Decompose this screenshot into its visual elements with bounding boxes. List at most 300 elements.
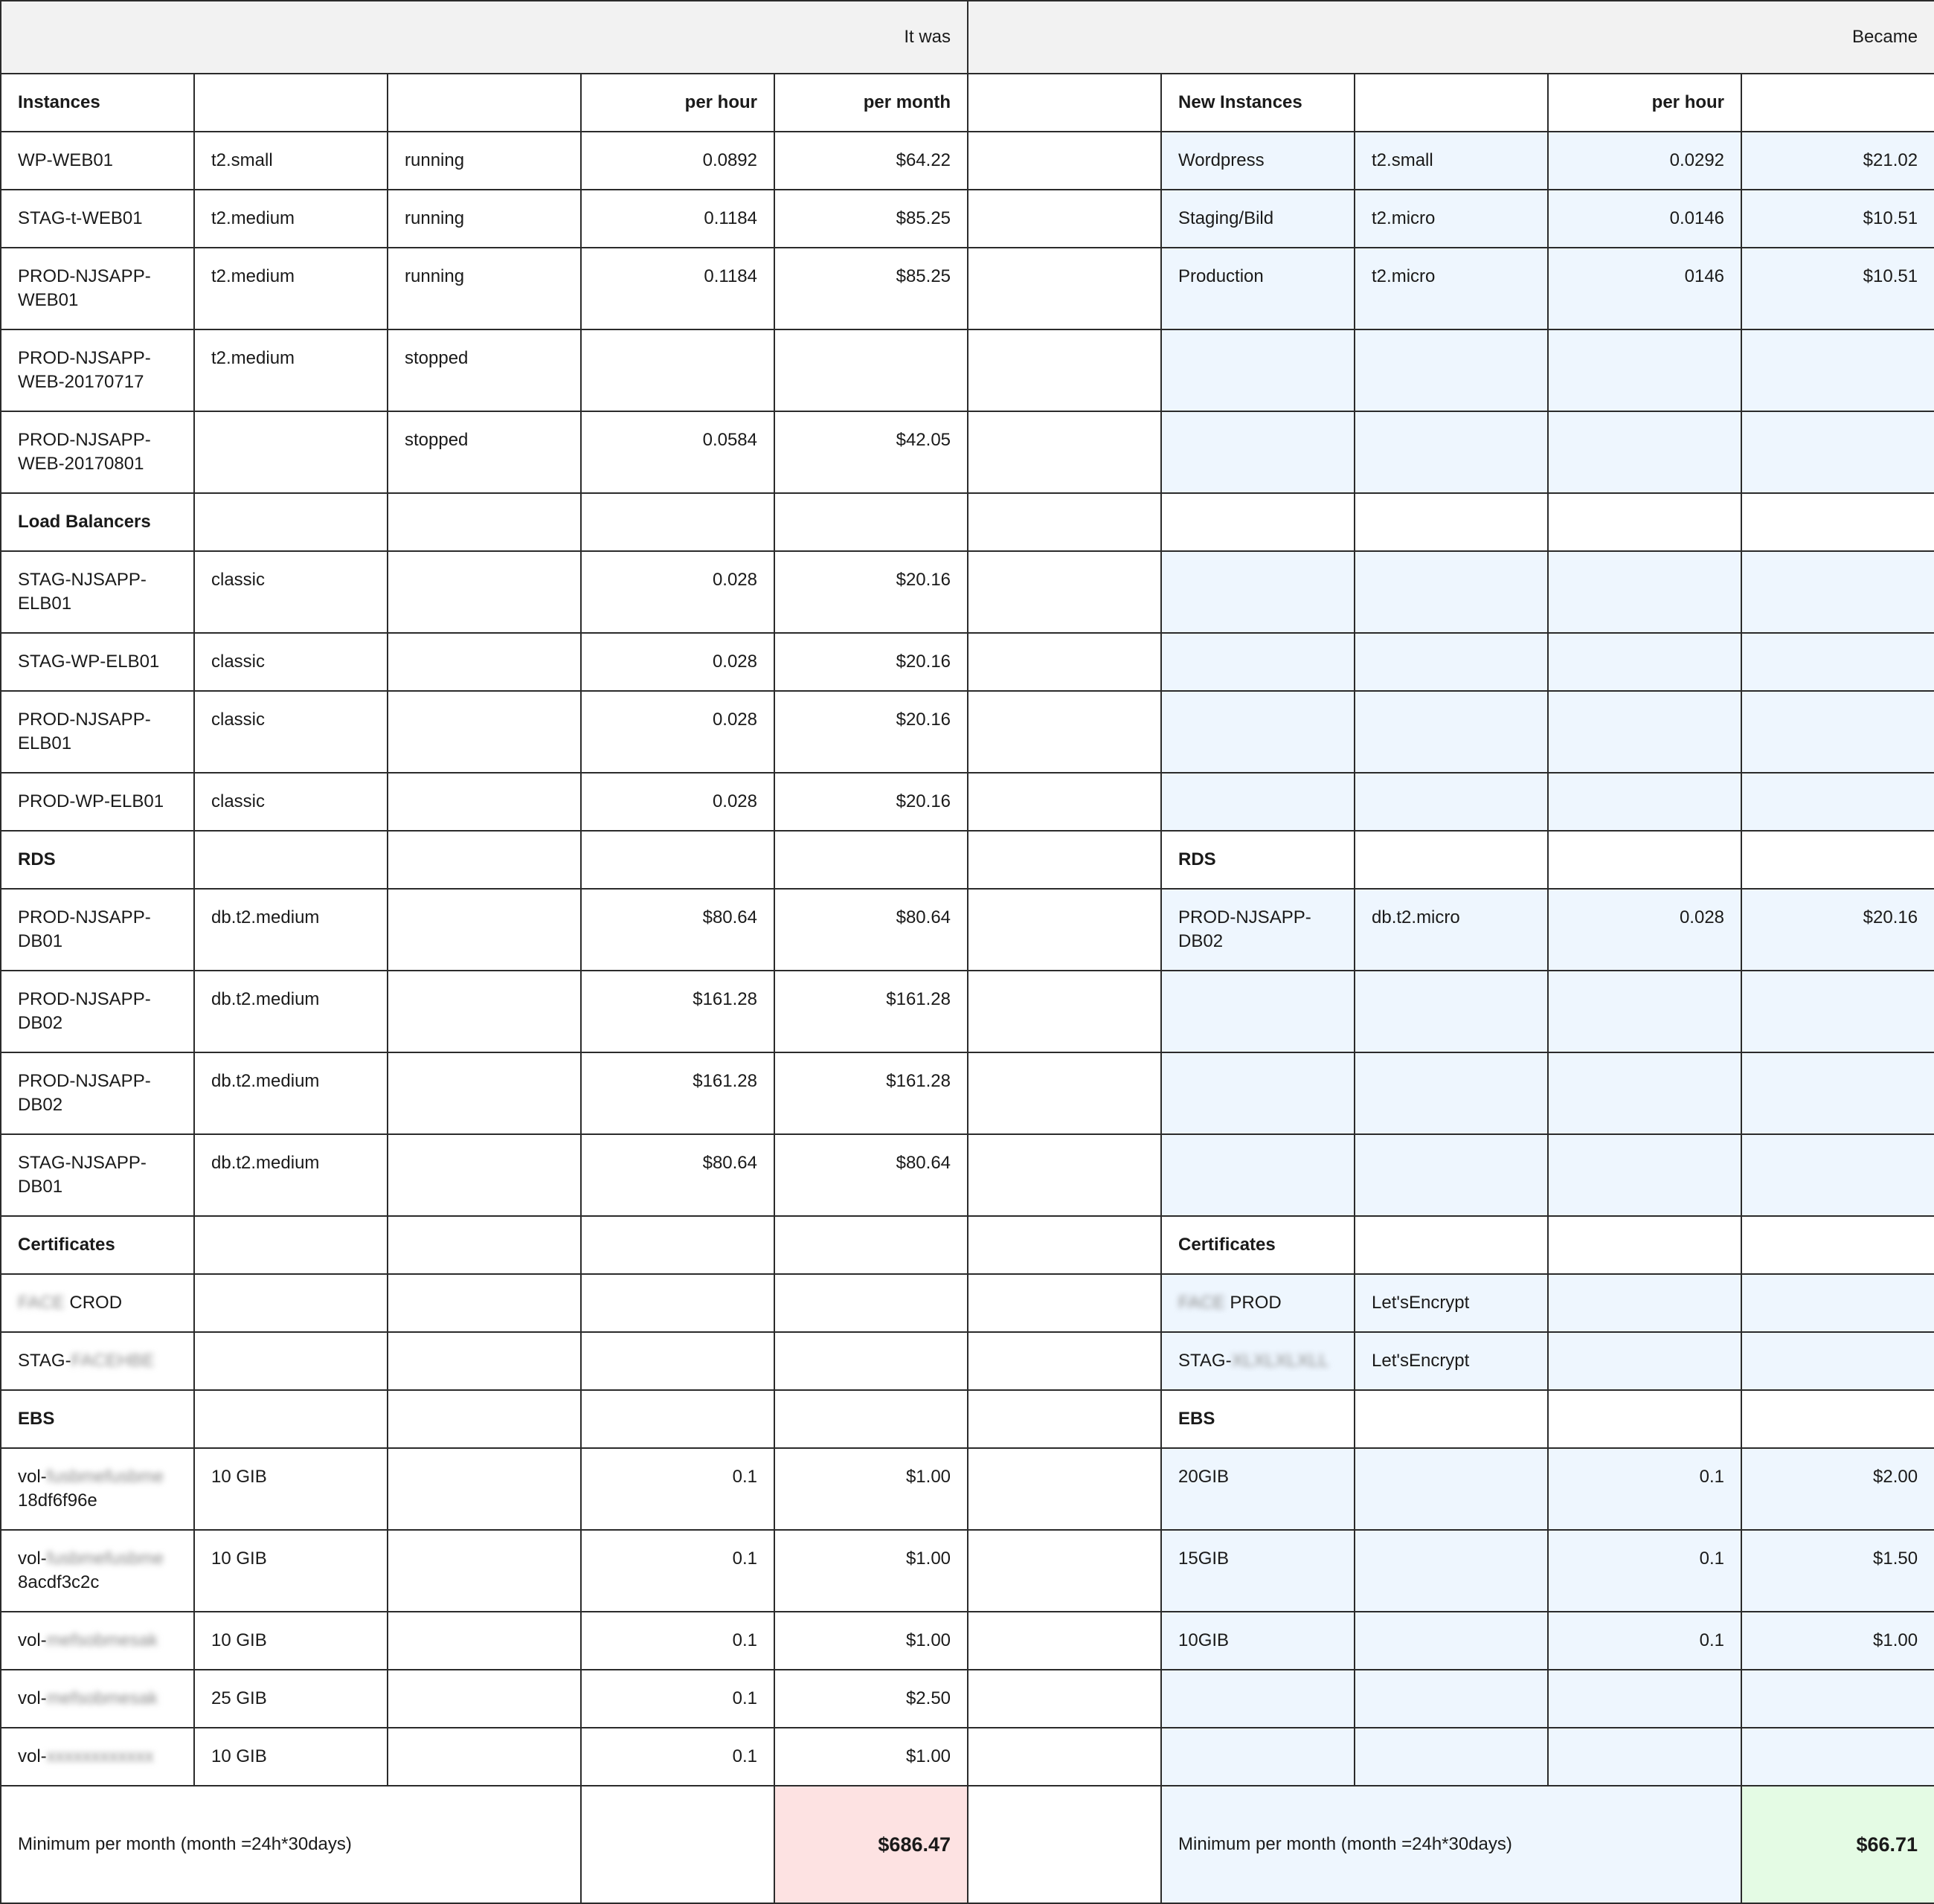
column-header-row bbox=[1, 74, 1934, 132]
empty-cell bbox=[968, 493, 1161, 551]
table-row bbox=[1, 1670, 1934, 1728]
it-was-header: It was bbox=[1, 1, 968, 74]
empty-cell bbox=[388, 1052, 581, 1134]
old-instance-status: running bbox=[388, 190, 581, 248]
new-ebs-section-label: EBS bbox=[1161, 1390, 1355, 1448]
empty-cell bbox=[968, 74, 1161, 132]
empty-cell bbox=[1355, 1134, 1548, 1216]
empty-cell bbox=[1355, 1728, 1548, 1786]
old-instance-status: running bbox=[388, 248, 581, 329]
empty-cell bbox=[968, 248, 1161, 329]
empty-cell bbox=[1355, 329, 1548, 411]
rds-name: PROD-NJSAPP-DB02 bbox=[1, 1052, 194, 1134]
empty-cell bbox=[1161, 551, 1355, 633]
new-instance-hour: 0.0292 bbox=[1548, 132, 1741, 190]
empty-cell bbox=[1741, 1274, 1934, 1332]
table-row bbox=[1, 551, 1934, 633]
rds-type: db.t2.medium bbox=[194, 889, 388, 971]
empty-cell bbox=[388, 773, 581, 831]
empty-cell bbox=[1548, 1274, 1741, 1332]
ebs-section-label: EBS bbox=[1, 1390, 194, 1448]
empty-cell bbox=[194, 493, 388, 551]
empty-cell bbox=[1548, 1332, 1741, 1390]
rds-type: db.t2.medium bbox=[194, 1052, 388, 1134]
new-ebs-size: 15GIB bbox=[1161, 1530, 1355, 1612]
lb-name: PROD-NJSAPP-ELB01 bbox=[1, 691, 194, 773]
certificate-name-text: CROD bbox=[69, 1293, 123, 1313]
new-instance-name: Wordpress bbox=[1161, 132, 1355, 190]
empty-cell bbox=[1741, 831, 1934, 889]
old-instance-hour bbox=[581, 329, 774, 411]
empty-cell bbox=[388, 831, 581, 889]
certificate-name-text: STAG- bbox=[18, 1351, 71, 1371]
empty-cell bbox=[1355, 411, 1548, 493]
empty-cell bbox=[1548, 411, 1741, 493]
old-instance-type bbox=[194, 411, 388, 493]
certificate-name bbox=[1, 1274, 194, 1332]
empty-cell bbox=[194, 1390, 388, 1448]
empty-cell bbox=[968, 773, 1161, 831]
empty-cell bbox=[388, 971, 581, 1052]
old-instance-name: PROD-NJSAPP-WEB-20170717 bbox=[1, 329, 194, 411]
ebs-size: 10 GIB bbox=[194, 1530, 388, 1612]
empty-cell bbox=[1741, 1052, 1934, 1134]
empty-cell bbox=[1355, 633, 1548, 691]
empty-cell bbox=[1548, 971, 1741, 1052]
empty-cell bbox=[1548, 551, 1741, 633]
empty-cell bbox=[1355, 493, 1548, 551]
empty-cell bbox=[968, 1530, 1161, 1612]
new-ebs-size: 10GIB bbox=[1161, 1612, 1355, 1670]
instances-section-label: Instances bbox=[1, 74, 194, 132]
new-certificate-name bbox=[1161, 1274, 1355, 1332]
empty-cell bbox=[581, 1332, 774, 1390]
old-instance-status: stopped bbox=[388, 329, 581, 411]
old-instance-type: t2.medium bbox=[194, 248, 388, 329]
empty-cell bbox=[968, 1052, 1161, 1134]
new-ebs-hour: 0.1 bbox=[1548, 1530, 1741, 1612]
old-instance-name: WP-WEB01 bbox=[1, 132, 194, 190]
old-instance-name: STAG-t-WEB01 bbox=[1, 190, 194, 248]
empty-cell bbox=[774, 1390, 968, 1448]
certificates-section-label: Certificates bbox=[1, 1216, 194, 1274]
old-total-value: $686.47 bbox=[774, 1786, 968, 1903]
rds-section-label: RDS bbox=[1, 831, 194, 889]
empty-cell bbox=[388, 1134, 581, 1216]
new-ebs-month: $1.00 bbox=[1741, 1612, 1934, 1670]
empty-cell bbox=[194, 1274, 388, 1332]
table-row bbox=[1, 1448, 1934, 1530]
rds-month: $80.64 bbox=[774, 889, 968, 971]
empty-cell bbox=[1741, 329, 1934, 411]
empty-cell bbox=[968, 1216, 1161, 1274]
ebs-volume-name bbox=[1, 1612, 194, 1670]
empty-cell bbox=[581, 831, 774, 889]
empty-cell bbox=[1548, 1052, 1741, 1134]
rds-type: db.t2.medium bbox=[194, 1134, 388, 1216]
empty-cell bbox=[1741, 691, 1934, 773]
redacted-text: FACEHBE bbox=[71, 1351, 155, 1371]
old-instance-hour: 0.0892 bbox=[581, 132, 774, 190]
table-row bbox=[1, 1274, 1934, 1332]
section-row bbox=[1, 831, 1934, 889]
new-certificate-name bbox=[1161, 1332, 1355, 1390]
empty-cell bbox=[388, 1612, 581, 1670]
volume-prefix: vol- bbox=[18, 1467, 47, 1487]
empty-cell bbox=[1741, 1216, 1934, 1274]
new-instance-name: Staging/Bild bbox=[1161, 190, 1355, 248]
rds-hour: $80.64 bbox=[581, 889, 774, 971]
old-instance-type: t2.medium bbox=[194, 190, 388, 248]
new-instance-type: t2.micro bbox=[1355, 248, 1548, 329]
redacted-text: XLXLXLXLL bbox=[1231, 1351, 1329, 1371]
empty-cell bbox=[968, 831, 1161, 889]
ebs-hour: 0.1 bbox=[581, 1530, 774, 1612]
empty-cell bbox=[1548, 1728, 1741, 1786]
ebs-hour: 0.1 bbox=[581, 1448, 774, 1530]
empty-cell bbox=[968, 190, 1161, 248]
certificate-name-text: STAG- bbox=[1178, 1351, 1232, 1371]
lb-name: PROD-WP-ELB01 bbox=[1, 773, 194, 831]
new-ebs-hour: 0.1 bbox=[1548, 1612, 1741, 1670]
empty-cell bbox=[1355, 1670, 1548, 1728]
empty-cell bbox=[1548, 831, 1741, 889]
new-rds-type: db.t2.micro bbox=[1355, 889, 1548, 971]
empty-cell bbox=[1741, 551, 1934, 633]
empty-cell bbox=[1355, 1216, 1548, 1274]
empty-cell bbox=[388, 691, 581, 773]
empty-cell bbox=[581, 1390, 774, 1448]
empty-cell bbox=[1355, 1612, 1548, 1670]
new-instances-section-label: New Instances bbox=[1161, 74, 1355, 132]
old-instance-type: t2.small bbox=[194, 132, 388, 190]
table-row bbox=[1, 1612, 1934, 1670]
empty-cell bbox=[1161, 411, 1355, 493]
new-certificates-section-label: Certificates bbox=[1161, 1216, 1355, 1274]
table-row bbox=[1, 1052, 1934, 1134]
empty-cell bbox=[968, 551, 1161, 633]
table-row bbox=[1, 190, 1934, 248]
empty-cell bbox=[1355, 1530, 1548, 1612]
empty-cell bbox=[1741, 1134, 1934, 1216]
new-rds-section-label: RDS bbox=[1161, 831, 1355, 889]
empty-cell bbox=[1355, 1390, 1548, 1448]
empty-cell bbox=[968, 889, 1161, 971]
empty-cell bbox=[968, 329, 1161, 411]
empty-cell bbox=[1161, 493, 1355, 551]
volume-prefix: vol- bbox=[18, 1746, 47, 1766]
lb-type: classic bbox=[194, 773, 388, 831]
redacted-text: mefsobmesak bbox=[46, 1630, 158, 1650]
old-instance-month: $64.22 bbox=[774, 132, 968, 190]
empty-cell bbox=[1548, 691, 1741, 773]
empty-cell bbox=[388, 1728, 581, 1786]
old-instance-status: stopped bbox=[388, 411, 581, 493]
empty-cell bbox=[388, 74, 581, 132]
empty-cell bbox=[1161, 1728, 1355, 1786]
new-rds-hour: 0.028 bbox=[1548, 889, 1741, 971]
empty-cell bbox=[1161, 1052, 1355, 1134]
empty-cell bbox=[774, 1216, 968, 1274]
ebs-size: 10 GIB bbox=[194, 1612, 388, 1670]
new-ebs-size: 20GIB bbox=[1161, 1448, 1355, 1530]
rds-name: PROD-NJSAPP-DB01 bbox=[1, 889, 194, 971]
empty-cell bbox=[388, 1332, 581, 1390]
became-header: Became bbox=[968, 1, 1934, 74]
volume-prefix: vol- bbox=[18, 1548, 47, 1569]
empty-cell bbox=[968, 1274, 1161, 1332]
ebs-volume-name bbox=[1, 1530, 194, 1612]
empty-cell bbox=[388, 1530, 581, 1612]
empty-cell bbox=[1548, 633, 1741, 691]
empty-cell bbox=[1741, 633, 1934, 691]
ebs-hour: 0.1 bbox=[581, 1728, 774, 1786]
empty-cell bbox=[968, 1448, 1161, 1530]
ebs-volume-name bbox=[1, 1670, 194, 1728]
ebs-month: $1.00 bbox=[774, 1530, 968, 1612]
empty-cell bbox=[968, 1390, 1161, 1448]
empty-cell bbox=[388, 1670, 581, 1728]
table-row bbox=[1, 773, 1934, 831]
lb-month: $20.16 bbox=[774, 691, 968, 773]
rds-month: $161.28 bbox=[774, 1052, 968, 1134]
ebs-volume-name bbox=[1, 1448, 194, 1530]
table-row bbox=[1, 248, 1934, 329]
table-row bbox=[1, 1728, 1934, 1786]
ebs-month: $1.00 bbox=[774, 1612, 968, 1670]
old-instance-type: t2.medium bbox=[194, 329, 388, 411]
table-row bbox=[1, 329, 1934, 411]
redacted-text: xxxxxxxxxxxx bbox=[46, 1746, 154, 1766]
ebs-hour: 0.1 bbox=[581, 1612, 774, 1670]
lb-hour: 0.028 bbox=[581, 773, 774, 831]
section-row bbox=[1, 1216, 1934, 1274]
new-ebs-hour: 0.1 bbox=[1548, 1448, 1741, 1530]
empty-cell bbox=[1548, 1390, 1741, 1448]
empty-cell bbox=[1548, 1670, 1741, 1728]
rds-name: STAG-NJSAPP-DB01 bbox=[1, 1134, 194, 1216]
empty-cell bbox=[968, 1612, 1161, 1670]
empty-cell bbox=[1548, 329, 1741, 411]
table-row bbox=[1, 889, 1934, 971]
empty-cell bbox=[194, 74, 388, 132]
volume-suffix: 18df6f96e bbox=[18, 1490, 97, 1511]
empty-cell bbox=[774, 831, 968, 889]
empty-cell bbox=[1741, 411, 1934, 493]
empty-cell bbox=[1161, 971, 1355, 1052]
table-row bbox=[1, 411, 1934, 493]
new-instance-type: t2.micro bbox=[1355, 190, 1548, 248]
rds-hour: $161.28 bbox=[581, 1052, 774, 1134]
ebs-volume-name bbox=[1, 1728, 194, 1786]
empty-cell bbox=[968, 1332, 1161, 1390]
empty-cell bbox=[388, 1274, 581, 1332]
empty-cell bbox=[968, 1670, 1161, 1728]
empty-cell bbox=[1741, 971, 1934, 1052]
rds-hour: $161.28 bbox=[581, 971, 774, 1052]
lb-hour: 0.028 bbox=[581, 551, 774, 633]
empty-cell bbox=[1355, 1052, 1548, 1134]
table-row bbox=[1, 132, 1934, 190]
old-instance-hour: 0.1184 bbox=[581, 248, 774, 329]
rds-type: db.t2.medium bbox=[194, 971, 388, 1052]
per-hour-header: per hour bbox=[581, 74, 774, 132]
old-instance-status: running bbox=[388, 132, 581, 190]
empty-cell bbox=[194, 1332, 388, 1390]
new-rds-name: PROD-NJSAPP-DB02 bbox=[1161, 889, 1355, 971]
lb-hour: 0.028 bbox=[581, 691, 774, 773]
ebs-size: 10 GIB bbox=[194, 1728, 388, 1786]
certificate-name bbox=[1, 1332, 194, 1390]
old-instance-month bbox=[774, 329, 968, 411]
table-row bbox=[1, 1332, 1934, 1390]
new-total-label: Minimum per month (month =24h*30days) bbox=[1161, 1786, 1741, 1903]
table-row bbox=[1, 971, 1934, 1052]
empty-cell bbox=[1741, 773, 1934, 831]
lb-name: STAG-WP-ELB01 bbox=[1, 633, 194, 691]
empty-cell bbox=[774, 493, 968, 551]
ebs-month: $1.00 bbox=[774, 1448, 968, 1530]
redacted-text: FACE bbox=[18, 1293, 65, 1313]
old-instance-month: $42.05 bbox=[774, 411, 968, 493]
empty-cell bbox=[194, 1216, 388, 1274]
redacted-text: fusbmefusbme bbox=[46, 1548, 164, 1569]
old-instance-name: PROD-NJSAPP-WEB01 bbox=[1, 248, 194, 329]
empty-cell bbox=[968, 1728, 1161, 1786]
ebs-month: $2.50 bbox=[774, 1670, 968, 1728]
ebs-hour: 0.1 bbox=[581, 1670, 774, 1728]
empty-cell bbox=[1741, 1332, 1934, 1390]
certificate-name-text: PROD bbox=[1230, 1293, 1282, 1313]
empty-cell bbox=[581, 1216, 774, 1274]
empty-cell bbox=[968, 132, 1161, 190]
load-balancers-section-label: Load Balancers bbox=[1, 493, 194, 551]
empty-cell bbox=[1548, 493, 1741, 551]
empty-cell bbox=[1548, 1134, 1741, 1216]
new-total-value: $66.71 bbox=[1741, 1786, 1934, 1903]
empty-cell bbox=[968, 1134, 1161, 1216]
new-instance-month: $21.02 bbox=[1741, 132, 1934, 190]
empty-cell bbox=[968, 633, 1161, 691]
lb-type: classic bbox=[194, 551, 388, 633]
empty-cell bbox=[1741, 74, 1934, 132]
new-instance-type: t2.small bbox=[1355, 132, 1548, 190]
empty-cell bbox=[388, 1216, 581, 1274]
empty-cell bbox=[388, 551, 581, 633]
volume-prefix: vol- bbox=[18, 1630, 47, 1650]
empty-cell bbox=[388, 493, 581, 551]
empty-cell bbox=[581, 1274, 774, 1332]
new-certificate-type: Let'sEncrypt bbox=[1355, 1274, 1548, 1332]
new-certificate-type: Let'sEncrypt bbox=[1355, 1332, 1548, 1390]
empty-cell bbox=[968, 411, 1161, 493]
empty-cell bbox=[388, 889, 581, 971]
table-row bbox=[1, 633, 1934, 691]
redacted-text: mefsobmesak bbox=[46, 1688, 158, 1708]
empty-cell bbox=[388, 1390, 581, 1448]
empty-cell bbox=[1355, 691, 1548, 773]
old-total-label: Minimum per month (month =24h*30days) bbox=[1, 1786, 581, 1903]
empty-cell bbox=[1161, 329, 1355, 411]
old-instance-hour: 0.0584 bbox=[581, 411, 774, 493]
ebs-size: 10 GIB bbox=[194, 1448, 388, 1530]
empty-cell bbox=[968, 691, 1161, 773]
empty-cell bbox=[1161, 773, 1355, 831]
empty-cell bbox=[1355, 1448, 1548, 1530]
empty-cell bbox=[1355, 551, 1548, 633]
new-instance-month: $10.51 bbox=[1741, 248, 1934, 329]
empty-cell bbox=[1355, 971, 1548, 1052]
rds-month: $161.28 bbox=[774, 971, 968, 1052]
section-row bbox=[1, 493, 1934, 551]
empty-cell bbox=[1161, 691, 1355, 773]
ebs-size: 25 GIB bbox=[194, 1670, 388, 1728]
new-instance-name: Production bbox=[1161, 248, 1355, 329]
empty-cell bbox=[388, 1448, 581, 1530]
lb-month: $20.16 bbox=[774, 633, 968, 691]
per-month-header: per month bbox=[774, 74, 968, 132]
empty-cell bbox=[1355, 74, 1548, 132]
old-instance-month: $85.25 bbox=[774, 248, 968, 329]
table-row bbox=[1, 1134, 1934, 1216]
old-instance-month: $85.25 bbox=[774, 190, 968, 248]
empty-cell bbox=[194, 831, 388, 889]
old-instance-hour: 0.1184 bbox=[581, 190, 774, 248]
empty-cell bbox=[1355, 773, 1548, 831]
new-ebs-month: $2.00 bbox=[1741, 1448, 1934, 1530]
redacted-text: FACE bbox=[1178, 1293, 1225, 1313]
redacted-text: fusbmefusbme bbox=[46, 1467, 164, 1487]
rds-name: PROD-NJSAPP-DB02 bbox=[1, 971, 194, 1052]
totals-row bbox=[1, 1786, 1934, 1903]
volume-prefix: vol- bbox=[18, 1688, 47, 1708]
new-instance-month: $10.51 bbox=[1741, 190, 1934, 248]
new-rds-month: $20.16 bbox=[1741, 889, 1934, 971]
ebs-month: $1.00 bbox=[774, 1728, 968, 1786]
empty-cell bbox=[968, 1786, 1161, 1903]
lb-type: classic bbox=[194, 633, 388, 691]
volume-suffix: 8acdf3c2c bbox=[18, 1572, 100, 1592]
new-ebs-month: $1.50 bbox=[1741, 1530, 1934, 1612]
table-row bbox=[1, 1530, 1934, 1612]
empty-cell bbox=[968, 971, 1161, 1052]
table-row bbox=[1, 691, 1934, 773]
new-per-hour-header: per hour bbox=[1548, 74, 1741, 132]
empty-cell bbox=[1161, 1134, 1355, 1216]
empty-cell bbox=[1161, 1670, 1355, 1728]
new-instance-hour: 0146 bbox=[1548, 248, 1741, 329]
rds-month: $80.64 bbox=[774, 1134, 968, 1216]
new-instance-hour: 0.0146 bbox=[1548, 190, 1741, 248]
lb-hour: 0.028 bbox=[581, 633, 774, 691]
empty-cell bbox=[1741, 1728, 1934, 1786]
section-row bbox=[1, 1390, 1934, 1448]
title-row bbox=[1, 1, 1934, 74]
lb-month: $20.16 bbox=[774, 551, 968, 633]
empty-cell bbox=[1741, 1390, 1934, 1448]
empty-cell bbox=[774, 1332, 968, 1390]
empty-cell bbox=[774, 1274, 968, 1332]
old-instance-name: PROD-NJSAPP-WEB-20170801 bbox=[1, 411, 194, 493]
rds-hour: $80.64 bbox=[581, 1134, 774, 1216]
lb-type: classic bbox=[194, 691, 388, 773]
empty-cell bbox=[1355, 831, 1548, 889]
lb-name: STAG-NJSAPP-ELB01 bbox=[1, 551, 194, 633]
empty-cell bbox=[1741, 1670, 1934, 1728]
empty-cell bbox=[1161, 633, 1355, 691]
empty-cell bbox=[1741, 493, 1934, 551]
empty-cell bbox=[1548, 773, 1741, 831]
